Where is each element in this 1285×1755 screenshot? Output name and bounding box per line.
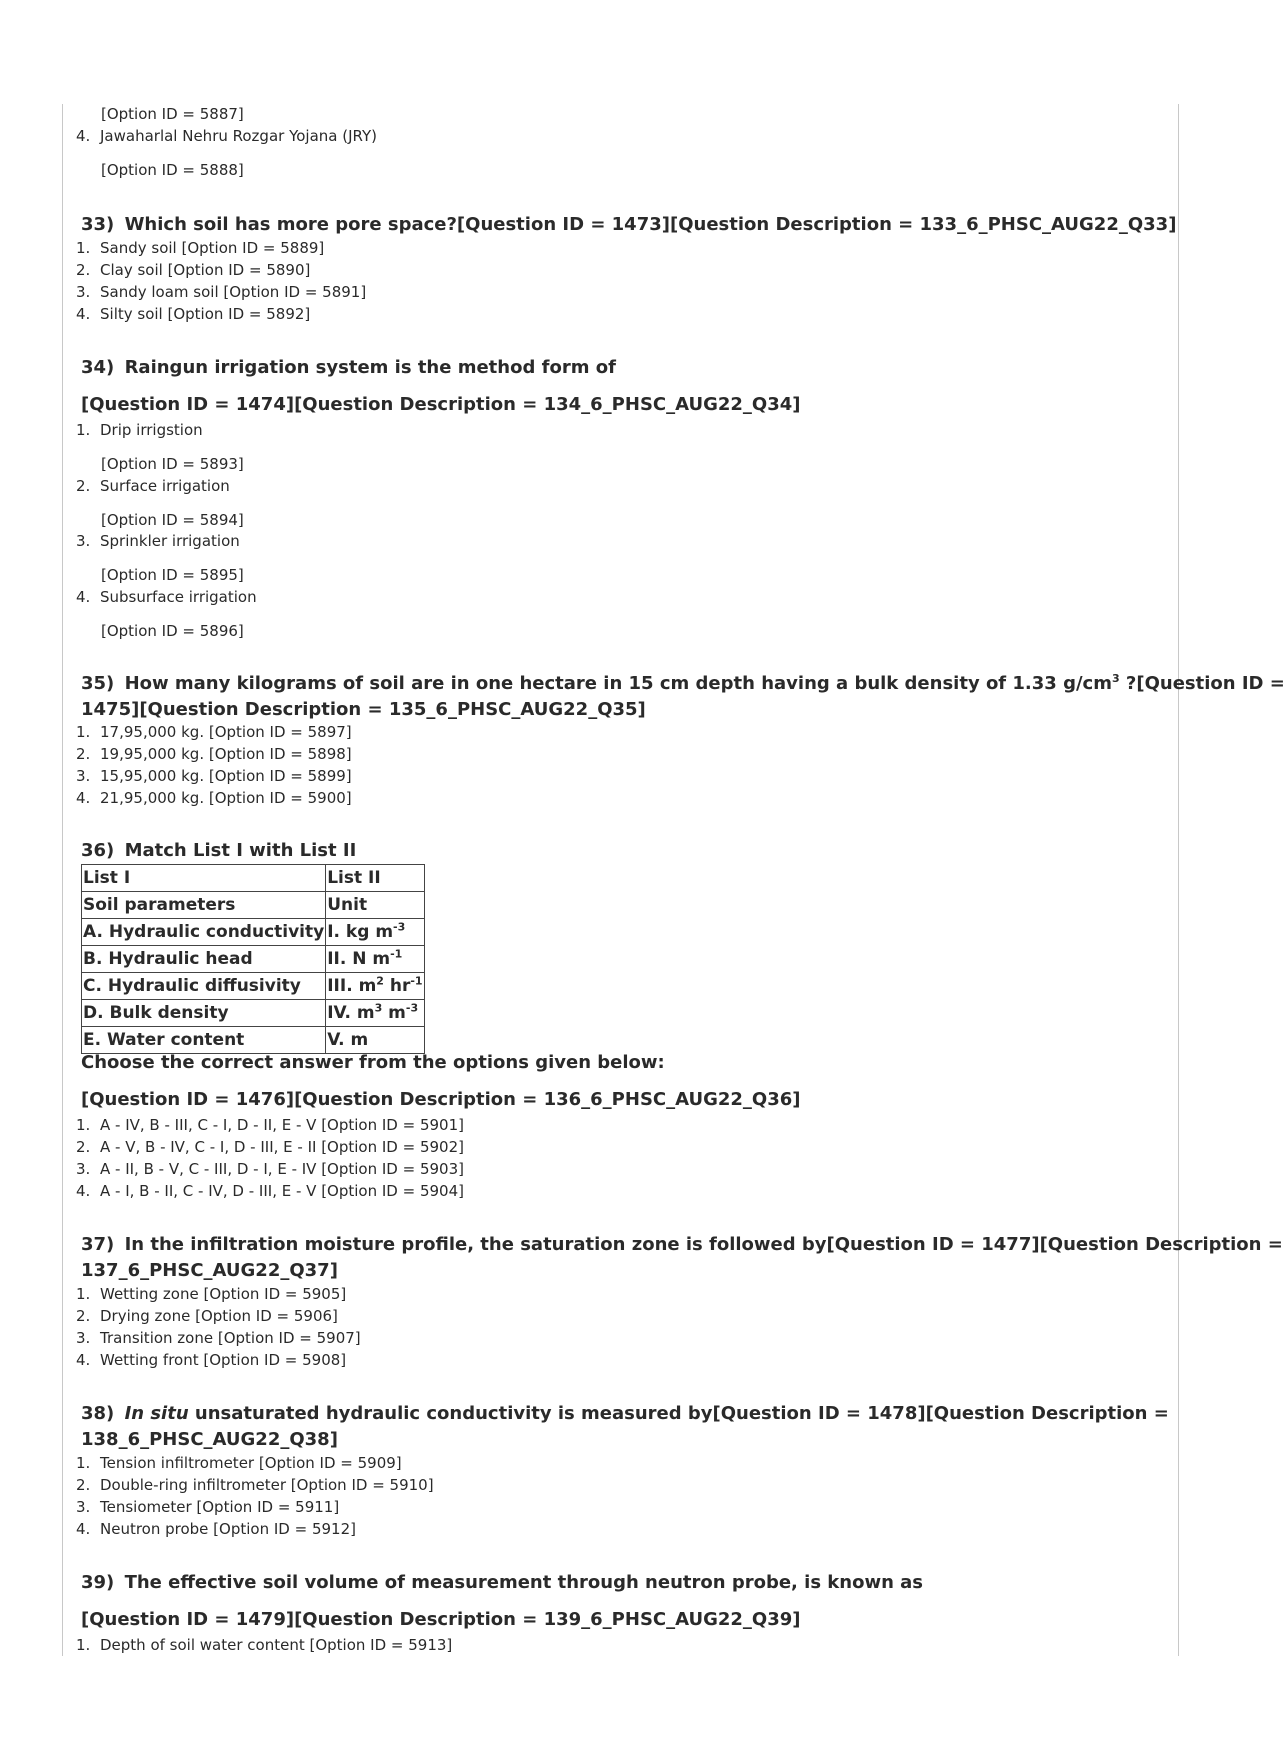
option-number: 4. — [76, 127, 91, 145]
option-item[interactable] — [76, 304, 310, 324]
option-text: 21,95,000 kg. [Option ID = 5900] — [100, 789, 352, 807]
option-number: 3. — [76, 1160, 91, 1178]
option-text: A - IV, B - III, C - I, D - II, E - V [Option ID = 5901] — [100, 1116, 464, 1134]
question-title — [81, 1570, 923, 1596]
superscript: 3 — [1111, 672, 1120, 685]
option-item[interactable] — [76, 1635, 452, 1655]
option-number: 3. — [76, 1329, 91, 1347]
option-text: Sandy soil [Option ID = 5889] — [100, 239, 325, 257]
option-text: Tensiometer [Option ID = 5911] — [100, 1498, 340, 1516]
table-cell: List I — [82, 865, 326, 892]
question-id-line: [Question ID = 1474][Question Description = 134_6_PHSC_AUG22_Q34] — [81, 394, 801, 415]
option-item[interactable] — [76, 238, 324, 258]
option-text: Tension infiltrometer [Option ID = 5909] — [100, 1454, 402, 1472]
option-item[interactable] — [76, 476, 230, 496]
option-item[interactable] — [76, 1328, 361, 1348]
question-italic: In situ — [124, 1403, 189, 1424]
option-text: A - II, B - V, C - III, D - I, E - IV [Option ID = 5903] — [100, 1160, 464, 1178]
option-number: 1. — [76, 421, 91, 439]
option-text: Sprinkler irrigation — [100, 532, 240, 550]
superscript: -1 — [390, 947, 403, 961]
option-number: 4. — [76, 1520, 91, 1538]
option-item[interactable] — [76, 1453, 402, 1473]
option-number: 1. — [76, 1636, 91, 1654]
option-id: [Option ID = 5888] — [101, 161, 244, 179]
option-number: 3. — [76, 767, 91, 785]
option-number: 2. — [76, 1476, 91, 1494]
option-item[interactable] — [76, 126, 377, 146]
unit-text: IV. m — [327, 1003, 375, 1023]
unit-text: III. m — [327, 976, 377, 996]
option-item[interactable] — [76, 420, 203, 440]
unit-text: I. kg m — [327, 922, 394, 942]
option-number: 3. — [76, 532, 91, 550]
option-text: Double-ring infiltrometer [Option ID = 5910] — [100, 1476, 434, 1494]
option-text: A - I, B - II, C - IV, D - III, E - V [Option ID = 5904] — [100, 1182, 464, 1200]
option-text: Surface irrigation — [100, 477, 230, 495]
question-text: unsaturated hydraulic conductivity is measured by[Question ID = 1478][Question Description = — [188, 1403, 1169, 1424]
question-number: 39) — [81, 1572, 115, 1593]
option-item[interactable] — [76, 1181, 464, 1201]
question-title — [81, 1401, 1169, 1427]
table-row — [82, 919, 425, 946]
option-number: 2. — [76, 261, 91, 279]
question-text-cont: ?[Question ID = — [1119, 673, 1285, 694]
table-cell: C. Hydraulic diffusivity — [82, 973, 326, 1000]
option-number: 4. — [76, 1351, 91, 1369]
option-item[interactable] — [76, 744, 352, 764]
question-id-line: [Question ID = 1479][Question Description = 139_6_PHSC_AUG22_Q39] — [81, 1609, 801, 1630]
option-text: Transition zone [Option ID = 5907] — [100, 1329, 361, 1347]
option-text: Wetting front [Option ID = 5908] — [100, 1351, 347, 1369]
question-text: In the infiltration moisture profile, the saturation zone is followed by[Question ID = 1477][Question Description = — [124, 1234, 1283, 1255]
superscript: -3 — [393, 920, 406, 934]
option-number: 4. — [76, 1182, 91, 1200]
table-cell: A. Hydraulic conductivity — [82, 919, 326, 946]
question-number: 36) — [81, 840, 115, 861]
option-number: 1. — [76, 239, 91, 257]
option-number: 1. — [76, 1285, 91, 1303]
question-id-line: [Question ID = 1476][Question Description = 136_6_PHSC_AUG22_Q36] — [81, 1089, 801, 1110]
option-number: 2. — [76, 477, 91, 495]
table-row — [82, 946, 425, 973]
table-cell: Soil parameters — [82, 892, 326, 919]
option-number: 4. — [76, 305, 91, 323]
question-text: Which soil has more pore space?[Question ID = 1473][Question Description = 133_6_PHSC_AUG22_Q33] — [124, 214, 1177, 235]
option-number: 3. — [76, 1498, 91, 1516]
question-text: The effective soil volume of measurement through neutron probe, is known as — [124, 1572, 924, 1593]
option-item[interactable] — [76, 1159, 464, 1179]
option-number: 3. — [76, 283, 91, 301]
table-cell — [326, 1000, 424, 1027]
option-text: Depth of soil water content [Option ID = 5913] — [100, 1636, 453, 1654]
option-number: 4. — [76, 588, 91, 606]
option-id: [Option ID = 5895] — [101, 566, 244, 584]
option-number: 1. — [76, 1454, 91, 1472]
option-text: A - V, B - IV, C - I, D - III, E - II [Option ID = 5902] — [100, 1138, 464, 1156]
option-item[interactable] — [76, 587, 257, 607]
question-number: 37) — [81, 1234, 115, 1255]
option-number: 4. — [76, 789, 91, 807]
table-row — [82, 973, 425, 1000]
option-id: [Option ID = 5894] — [101, 511, 244, 529]
option-text: Neutron probe [Option ID = 5912] — [100, 1520, 356, 1538]
table-row — [82, 1000, 425, 1027]
question-id-line: 1475][Question Description = 135_6_PHSC_AUG22_Q35] — [81, 699, 646, 720]
option-item[interactable] — [76, 531, 240, 551]
option-number: 2. — [76, 745, 91, 763]
unit-text: hr — [383, 976, 411, 996]
option-text: Drip irrigstion — [100, 421, 203, 439]
option-item[interactable] — [76, 1519, 356, 1539]
option-text: 15,95,000 kg. [Option ID = 5899] — [100, 767, 352, 785]
option-text: Sandy loam soil [Option ID = 5891] — [100, 283, 367, 301]
option-number: 2. — [76, 1307, 91, 1325]
question-title — [81, 212, 1176, 238]
table-cell: List II — [326, 865, 424, 892]
option-item[interactable] — [76, 1284, 346, 1304]
question-title — [81, 838, 356, 864]
option-text: Jawaharlal Nehru Rozgar Yojana (JRY) — [100, 127, 378, 145]
unit-text: V. m — [327, 1030, 369, 1050]
option-text: Wetting zone [Option ID = 5905] — [100, 1285, 347, 1303]
superscript: -1 — [410, 974, 423, 988]
question-number: 33) — [81, 214, 115, 235]
question-number: 38) — [81, 1403, 115, 1424]
option-item[interactable] — [76, 1350, 346, 1370]
option-item[interactable] — [76, 788, 352, 808]
table-cell — [326, 919, 424, 946]
question-number: 34) — [81, 357, 115, 378]
option-text: Silty soil [Option ID = 5892] — [100, 305, 311, 323]
option-item[interactable] — [76, 766, 352, 786]
question-number: 35) — [81, 673, 115, 694]
option-id: [Option ID = 5893] — [101, 455, 244, 473]
option-item[interactable] — [76, 1497, 339, 1517]
table-row — [82, 892, 425, 919]
option-item[interactable] — [76, 1475, 434, 1495]
option-text: Drying zone [Option ID = 5906] — [100, 1307, 338, 1325]
option-item[interactable] — [76, 282, 366, 302]
table-cell: D. Bulk density — [82, 1000, 326, 1027]
table-cell: B. Hydraulic head — [82, 946, 326, 973]
question-title — [81, 671, 1285, 697]
question-id-line: 138_6_PHSC_AUG22_Q38] — [81, 1429, 338, 1450]
question-text: How many kilograms of soil are in one hectare in 15 cm depth having a bulk density of 1.33 g/cm — [124, 673, 1112, 694]
option-number: 2. — [76, 1138, 91, 1156]
table-cell: Unit — [326, 892, 424, 919]
superscript: 2 — [376, 974, 384, 988]
option-text: 17,95,000 kg. [Option ID = 5897] — [100, 723, 352, 741]
unit-text: m — [382, 1003, 406, 1023]
match-table — [81, 864, 425, 1054]
unit-text: II. N m — [327, 949, 391, 969]
question-title — [81, 355, 616, 381]
option-item[interactable] — [76, 722, 352, 742]
option-id: [Option ID = 5896] — [101, 622, 244, 640]
table-header-row — [82, 865, 425, 892]
option-id: [Option ID = 5887] — [101, 105, 244, 123]
superscript: -3 — [405, 1001, 419, 1015]
option-text: 19,95,000 kg. [Option ID = 5898] — [100, 745, 352, 763]
option-number: 1. — [76, 723, 91, 741]
superscript: 3 — [374, 1001, 383, 1015]
question-text: Raingun irrigation system is the method form of — [124, 357, 616, 378]
question-id-line: 137_6_PHSC_AUG22_Q37] — [81, 1260, 338, 1281]
option-number: 1. — [76, 1116, 91, 1134]
option-text: Clay soil [Option ID = 5890] — [100, 261, 311, 279]
option-item[interactable] — [76, 1137, 464, 1157]
instruction-text: Choose the correct answer from the options given below: — [81, 1052, 665, 1073]
option-item[interactable] — [76, 1306, 338, 1326]
table-cell: E. Water content — [82, 1027, 326, 1054]
option-item[interactable] — [76, 260, 310, 280]
option-item[interactable] — [76, 1115, 464, 1135]
question-text: Match List I with List II — [124, 840, 357, 861]
table-cell — [326, 973, 424, 1000]
option-text: Subsurface irrigation — [100, 588, 257, 606]
question-title — [81, 1232, 1283, 1258]
table-cell — [326, 946, 424, 973]
